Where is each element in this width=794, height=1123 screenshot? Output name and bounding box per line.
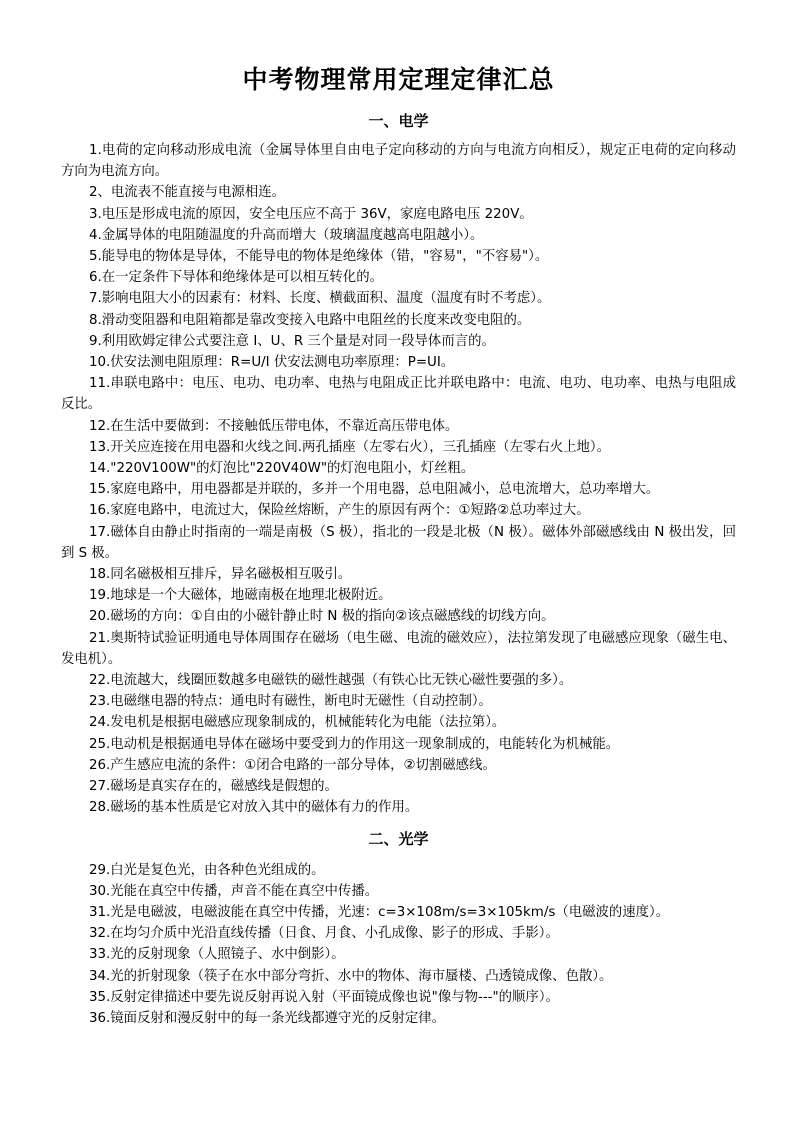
list-item: 30.光能在真空中传播，声音不能在真空中传播。 [89, 883, 379, 899]
list-item: 33.光的反射现象（人照镜子、水中倒影）。 [89, 947, 345, 963]
list-item: 35.反射定律描述中要先说反射再说入射（平面镜成像也说"像与物---"的顺序）。 [89, 989, 559, 1005]
list-item: 12.在生活中要做到：不接触低压带电体，不靠近高压带电体。 [89, 418, 459, 434]
list-item: 23.电磁继电器的特点：通电时有磁性，断电时无磁性（自动控制）。 [89, 694, 492, 710]
list-item: 9.利用欧姆定律公式要注意 I、U、R 三个量是对同一段导体而言的。 [89, 333, 495, 349]
section-heading-optics: 二、光学 [368, 829, 429, 848]
section-heading-electricity: 一、电学 [368, 112, 429, 130]
list-item: 27.磁场是真实存在的，磁感线是假想的。 [89, 779, 338, 795]
list-item: 6.在一定条件下导体和绝缘体是可以相互转化的。 [89, 270, 383, 286]
list-item: 5.能导电的物体是导体，不能导电的物体是绝缘体（错，"容易"，"不容易"）。 [89, 249, 549, 265]
list-item: 17.磁体自由静止时指南的一端是南极（S 极），指北的一段是北极（N 极）。磁体外部磁感线由 N 极出发，回到 S 极。 [61, 524, 736, 561]
list-item: 22.电流越大，线圈匝数越多电磁铁的磁性越强（有铁心比无铁心磁性要强的多）。 [89, 673, 573, 689]
list-item: 21.奥斯特试验证明通电导体周围存在磁场（电生磁、电流的磁效应），法拉第发现了电磁感应现象（磁生电、发电机）。 [61, 630, 736, 667]
list-item: 13.开关应连接在用电器和火线之间.两孔插座（左零右火），三孔插座（左零右火上地）。 [89, 439, 610, 455]
list-item: 31.光是电磁波，电磁波能在真空中传播，光速：c=3×108m/s=3×105km/s（电磁波的速度）。 [89, 904, 670, 920]
list-item: 20.磁场的方向：①自由的小磁针静止时 N 极的指向②该点磁感线的切线方向。 [89, 609, 555, 625]
list-item: 28.磁场的基本性质是它对放入其中的磁体有力的作用。 [89, 800, 419, 816]
list-item: 24.发电机是根据电磁感应现象制成的，机械能转化为电能（法拉第）。 [89, 715, 506, 731]
list-item: 1.电荷的定向移动形成电流（金属导体里自由电子定向移动的方向与电流方向相反），规定正电荷的定向移动方向为电流方向。 [61, 143, 736, 180]
list-item: 11.串联电路中：电压、电功、电功率、电热与电阻成正比并联电路中：电流、电功、电功率、电热与电阻成反比。 [61, 376, 736, 413]
electricity-list [61, 140, 736, 819]
list-item: 18.同名磁极相互排斥，异名磁极相互吸引。 [89, 567, 352, 583]
optics-list [61, 860, 736, 1030]
list-item: 3.电压是形成电流的原因，安全电压应不高于 36V，家庭电路电压 220V。 [89, 206, 533, 222]
list-item: 15.家庭电路中，用电器都是并联的，多并一个用电器，总电阻减小，总电流增大，总功率增大。 [89, 482, 660, 498]
list-item: 10.伏安法测电阻原理：R=U/I 伏安法测电功率原理：P=UI。 [89, 355, 455, 371]
document-title: 中考物理常用定理定律汇总 [242, 65, 555, 94]
list-item: 4.金属导体的电阻随温度的升高而增大（玻璃温度越高电阻越小）。 [89, 227, 484, 243]
list-item: 32.在均匀介质中光沿直线传播（日食、月食、小孔成像、影子的形成、手影）。 [89, 926, 559, 942]
list-item: 14."220V100W"的灯泡比"220V40W"的灯泡电阻小，灯丝粗。 [89, 461, 475, 477]
list-item: 2、电流表不能直接与电源相连。 [89, 185, 285, 201]
list-item: 26.产生感应电流的条件：①闭合电路的一部分导体，②切割磁感线。 [89, 757, 496, 773]
list-item: 29.白光是复色光，由各种色光组成的。 [89, 862, 325, 878]
list-item: 16.家庭电路中，电流过大，保险丝熔断，产生的原因有两个：①短路②总功率过大。 [89, 503, 590, 519]
list-item: 19.地球是一个大磁体，地磁南极在地理北极附近。 [89, 588, 392, 604]
list-item: 7.影响电阻大小的因素有：材料、长度、横截面积、温度（温度有时不考虑）。 [89, 291, 551, 307]
list-item: 36.镜面反射和漫反射中的每一条光线都遵守光的反射定律。 [89, 1010, 446, 1026]
list-item: 34.光的折射现象（筷子在水中部分弯折、水中的物体、海市蜃楼、凸透镜成像、色散）。 [89, 968, 613, 984]
list-item: 25.电动机是根据通电导体在磁场中要受到力的作用这一现象制成的，电能转化为机械能。 [89, 736, 620, 752]
list-item: 8.滑动变阻器和电阻箱都是靠改变接入电路中电阻丝的长度来改变电阻的。 [89, 312, 531, 328]
